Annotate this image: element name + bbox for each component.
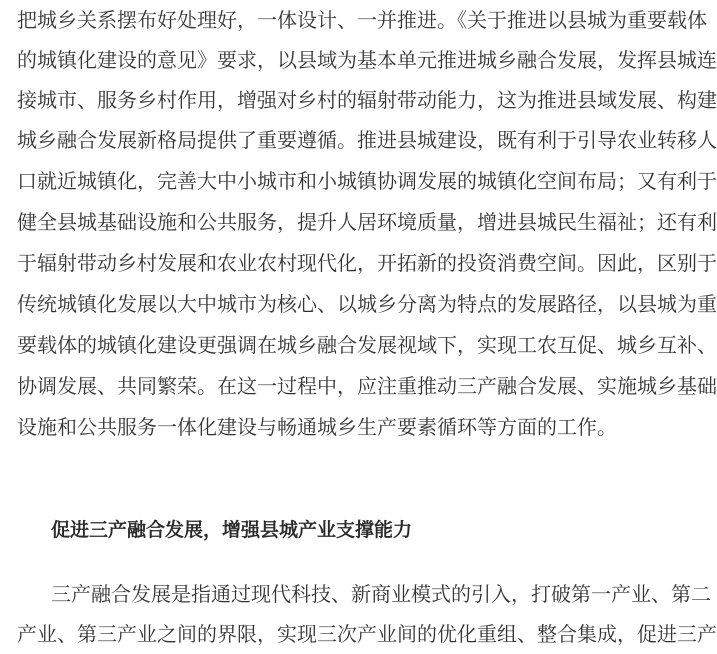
paragraph-1-line-7: 于辐射带动乡村发展和农业农村现代化，开拓新的投资消费空间。因此，区别于 xyxy=(17,251,717,275)
paragraph-1-line-4: 城乡融合发展新格局提供了重要遵循。推进县城建设，既有利于引导农业转移人 xyxy=(17,128,717,152)
paragraph-1-line-3: 接城市、服务乡村作用，增强对乡村的辐射带动能力，这为推进县域发展、构建 xyxy=(17,88,717,112)
paragraph-1-line-2: 的城镇化建设的意见》要求，以县域为基本单元推进城乡融合发展，发挥县城连 xyxy=(17,48,717,72)
paragraph-1-line-6: 健全县城基础设施和公共服务，提升人居环境质量，增进县城民生福祉；还有利 xyxy=(17,210,717,234)
paragraph-1-line-9: 要载体的城镇化建设更强调在城乡融合发展视域下，实现工农互促、城乡互补、 xyxy=(17,333,717,357)
paragraph-2-line-1: 三产融合发展是指通过现代科技、新商业模式的引入，打破第一产业、第二 xyxy=(51,582,711,606)
paragraph-1-line-11: 设施和公共服务一体化建设与畅通城乡生产要素循环等方面的工作。 xyxy=(17,415,617,439)
paragraph-1-line-1: 把城乡关系摆布好处理好，一体设计、一并推进。《关于推进以县城为重要载体 xyxy=(17,8,707,32)
paragraph-1-line-5: 口就近城镇化，完善大中小城市和小城镇协调发展的城镇化空间布局；又有利于 xyxy=(17,169,717,193)
paragraph-1-line-8: 传统城镇化发展以大中城市为核心、以城乡分离为特点的发展路径，以县城为重 xyxy=(17,292,717,316)
paragraph-1-line-10: 协调发展、共同繁荣。在这一过程中，应注重推动三产融合发展、实施城乡基础 xyxy=(17,374,717,398)
paragraph-2-line-2: 产业、第三产业之间的界限，实现三次产业间的优化重组、整合集成，促进三产 xyxy=(17,622,717,646)
section-heading: 促进三产融合发展，增强县城产业支撑能力 xyxy=(51,519,413,541)
